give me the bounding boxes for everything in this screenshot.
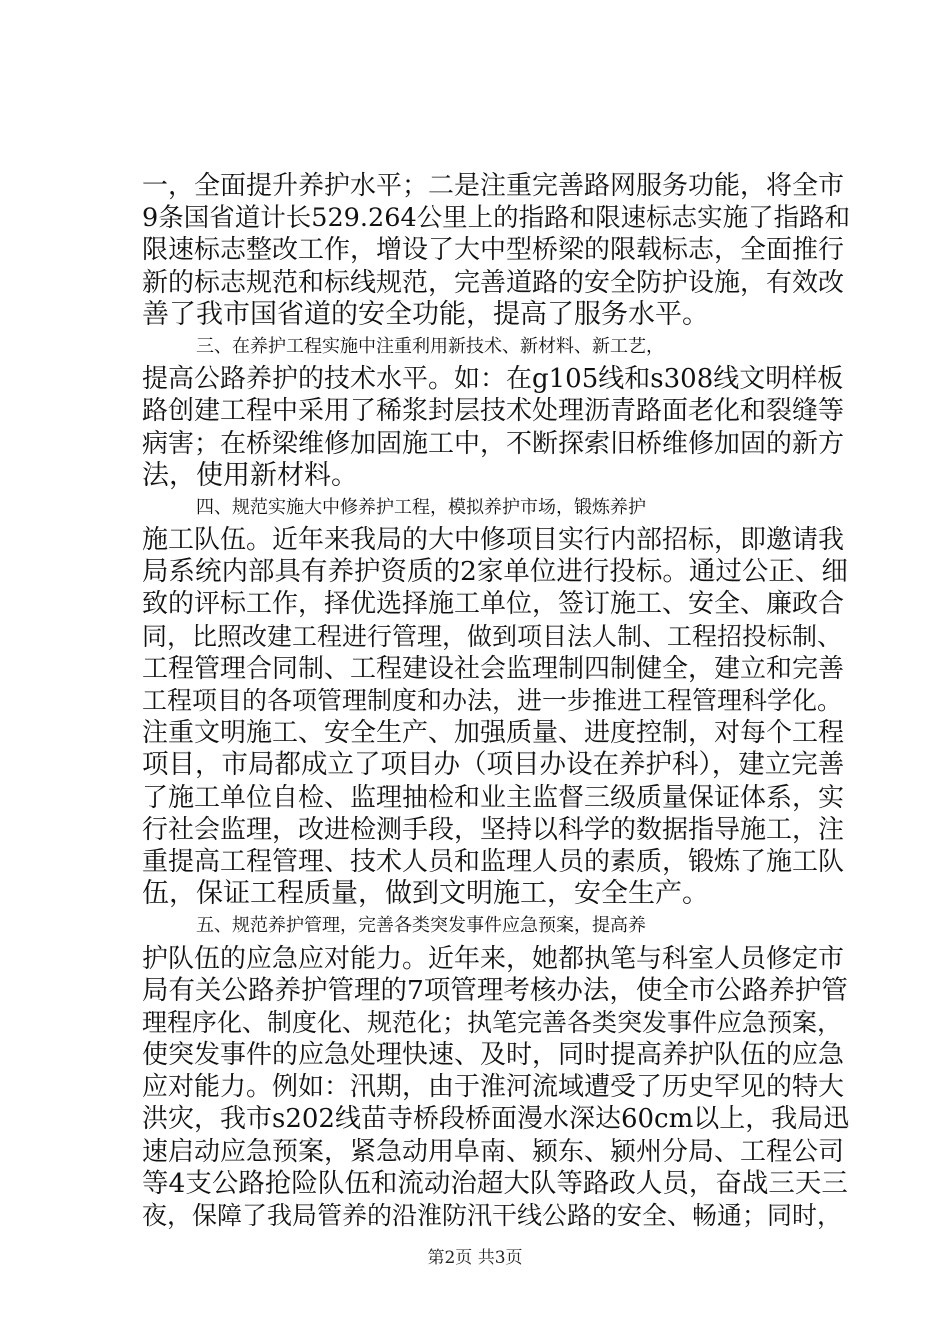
text-line: 致的评标工作，择优选择施工单位，签订施工、安全、廉政合 [142, 589, 845, 620]
text-line: 路创建工程中采用了稀浆封层技术处理沥青路面老化和裂缝等 [142, 396, 845, 427]
text-line: 限速标志整改工作，增设了大中型桥梁的限载标志，全面推行 [142, 235, 845, 266]
text-line: 四、规范实施大中修养护工程，模拟养护市场，锻炼养护 [196, 496, 646, 518]
text-line: 伍，保证工程质量，做到文明施工，安全生产。 [142, 878, 709, 910]
page-footer [0, 1243, 950, 1268]
text-line: 局系统内部具有养护资质的2家单位进行投标。通过公正、细 [142, 556, 848, 588]
text-line: 夜，保障了我局管养的沿淮防汛干线公路的安全、畅通；同时， [142, 1201, 843, 1230]
text-line: 新的标志规范和标线规范，完善道路的安全防护设施，有效改 [142, 267, 845, 298]
text-line: 重提高工程管理、技术人员和监理人员的素质，锻炼了施工队 [142, 846, 845, 877]
text-line: 工程项目的各项管理制度和办法，进一步推进工程管理科学化。 [142, 686, 843, 715]
text-line: 法，使用新材料。 [142, 459, 358, 491]
text-line: 三、在养护工程实施中注重利用新技术、新材料、新工艺， [196, 335, 664, 357]
text-line: 病害；在桥梁维修加固施工中，不断探索旧桥维修加固的新方 [142, 428, 845, 459]
text-line: 9条国省道计长529.264公里上的指路和限速标志实施了指路和 [142, 203, 851, 234]
text-line: 五、规范养护管理，完善各类突发事件应急预案，提高养 [196, 915, 646, 937]
text-line: 使突发事件的应急处理快速、及时，同时提高养护队伍的应急 [142, 1040, 845, 1071]
text-line: 洪灾，我市s202线苗寺桥段桥面漫水深达60cm以上，我局迅 [142, 1104, 850, 1135]
text-line: 施工队伍。近年来我局的大中修项目实行内部招标，即邀请我 [142, 525, 845, 556]
text-line: 提高公路养护的技术水平。如：在g105线和s308线文明样板 [142, 364, 844, 395]
text-line: 应对能力。例如：汛期，由于淮河流域遭受了历史罕见的特大 [142, 1072, 845, 1103]
text-line: 局有关公路养护管理的7项管理考核办法，使全市公路养护管 [142, 974, 848, 1006]
text-line: 善了我市国省道的安全功能，提高了服务水平。 [142, 298, 709, 330]
text-line: 等4支公路抢险队伍和流动治超大队等路政人员，奋战三天三 [142, 1167, 848, 1199]
text-line: 一，全面提升养护水平；二是注重完善路网服务功能，将全市 [142, 171, 845, 201]
page-number-label: 第2页 共3页 [427, 1248, 523, 1268]
text-line: 注重文明施工、安全生产、加强质量、进度控制，对每个工程 [142, 718, 845, 749]
text-line: 工程管理合同制、工程建设社会监理制四制健全，建立和完善 [142, 653, 845, 684]
text-line: 行社会监理，改进检测手段，坚持以科学的数据指导施工，注 [142, 814, 845, 845]
text-line: 了施工单位自检、监理抽检和业主监督三级质量保证体系，实 [142, 782, 845, 813]
text-line: 同，比照改建工程进行管理，做到项目法人制、工程招投标制、 [142, 621, 843, 651]
document-body [142, 170, 852, 1232]
text-line: 护队伍的应急应对能力。近年来，她都执笔与科室人员修定市 [142, 943, 845, 974]
text-line: 理程序化、制度化、规范化；执笔完善各类突发事件应急预案， [142, 1007, 843, 1037]
text-line: 速启动应急预案，紧急动用阜南、颍东、颍州分局、工程公司 [142, 1136, 845, 1167]
text-line: 项目，市局都成立了项目办（项目办设在养护科），建立完善 [142, 749, 845, 781]
